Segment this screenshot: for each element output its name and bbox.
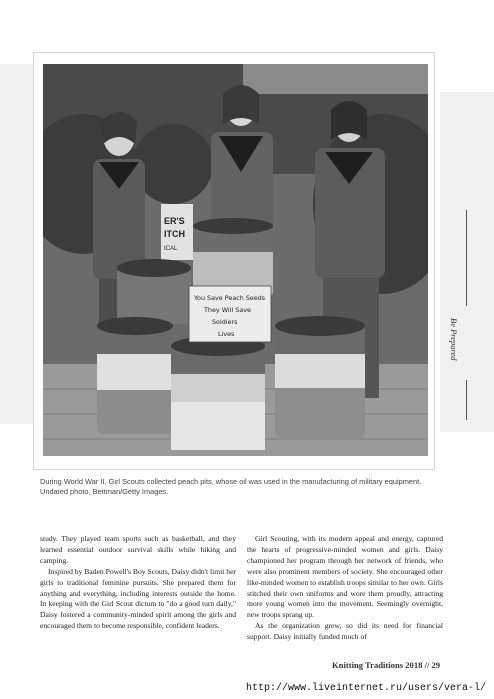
source-watermark: http://www.liveinternet.ru/users/vera-l/ — [246, 683, 487, 694]
paragraph: Inspired by Baden Powell's Boy Scouts, Daisy didn't limit her girls to traditional feminine pursuits. She prepared them for anything and everything, including interests outside the home. In keeping with the Girl Scout dictum to "do a good turn daily," Daisy fostered a community-minded spirit among the girls and encouraged them to become responsible, confident leaders. — [40, 566, 236, 631]
body-column-right — [247, 534, 443, 643]
basket-back-left — [117, 259, 191, 324]
basket-back-center — [193, 218, 273, 296]
paragraph: As the organization grew, so did its need for financial support. Daisy initially funded much of — [247, 621, 443, 642]
page-folio: Knitting Traditions 2018 // 29 — [332, 660, 441, 670]
basket-center — [171, 336, 265, 450]
sign-line-1: You Save Peach Seeds — [194, 294, 266, 302]
sign-line-2: They Will Save — [204, 306, 251, 314]
poster-text-2: ITCH — [164, 229, 185, 239]
basket-left — [97, 317, 173, 434]
paragraph: Girl Scouting, with its modern appeal and energy, captured the hearts of progressive-minded women and girls. Daisy championed her program through her network of friends, who were also prominent members of society. She encouraged other like-minded women to establish troops similar to her own. Girls stitched their own uniforms and wore them proudly, attracting more young women into the movement. Seemingly overnight, new troops sprang up. — [247, 534, 443, 620]
poster-text-3: ICAL — [164, 246, 178, 252]
side-rule-top — [466, 210, 467, 306]
basket-right — [275, 316, 365, 438]
historical-photo — [43, 64, 428, 456]
side-rule-bottom — [466, 380, 467, 420]
background-band-right — [440, 92, 494, 432]
paragraph: study. They played team sports such as basketball, and they learned essential outdoor survival skills while hiking and camping. — [40, 534, 236, 565]
section-title-vertical: Be Prepared — [449, 318, 459, 361]
sign-line-4: Lives — [218, 330, 235, 338]
body-column-left — [40, 534, 236, 632]
poster-text-1: ER'S — [164, 216, 185, 226]
sign-line-3: Soldiers — [212, 318, 238, 326]
photo-caption: During World War II, Girl Scouts collected peach pits, whose oil was used in the manufacturing of military equipment. Undated photo, Bettman/Getty Images. — [40, 477, 422, 496]
